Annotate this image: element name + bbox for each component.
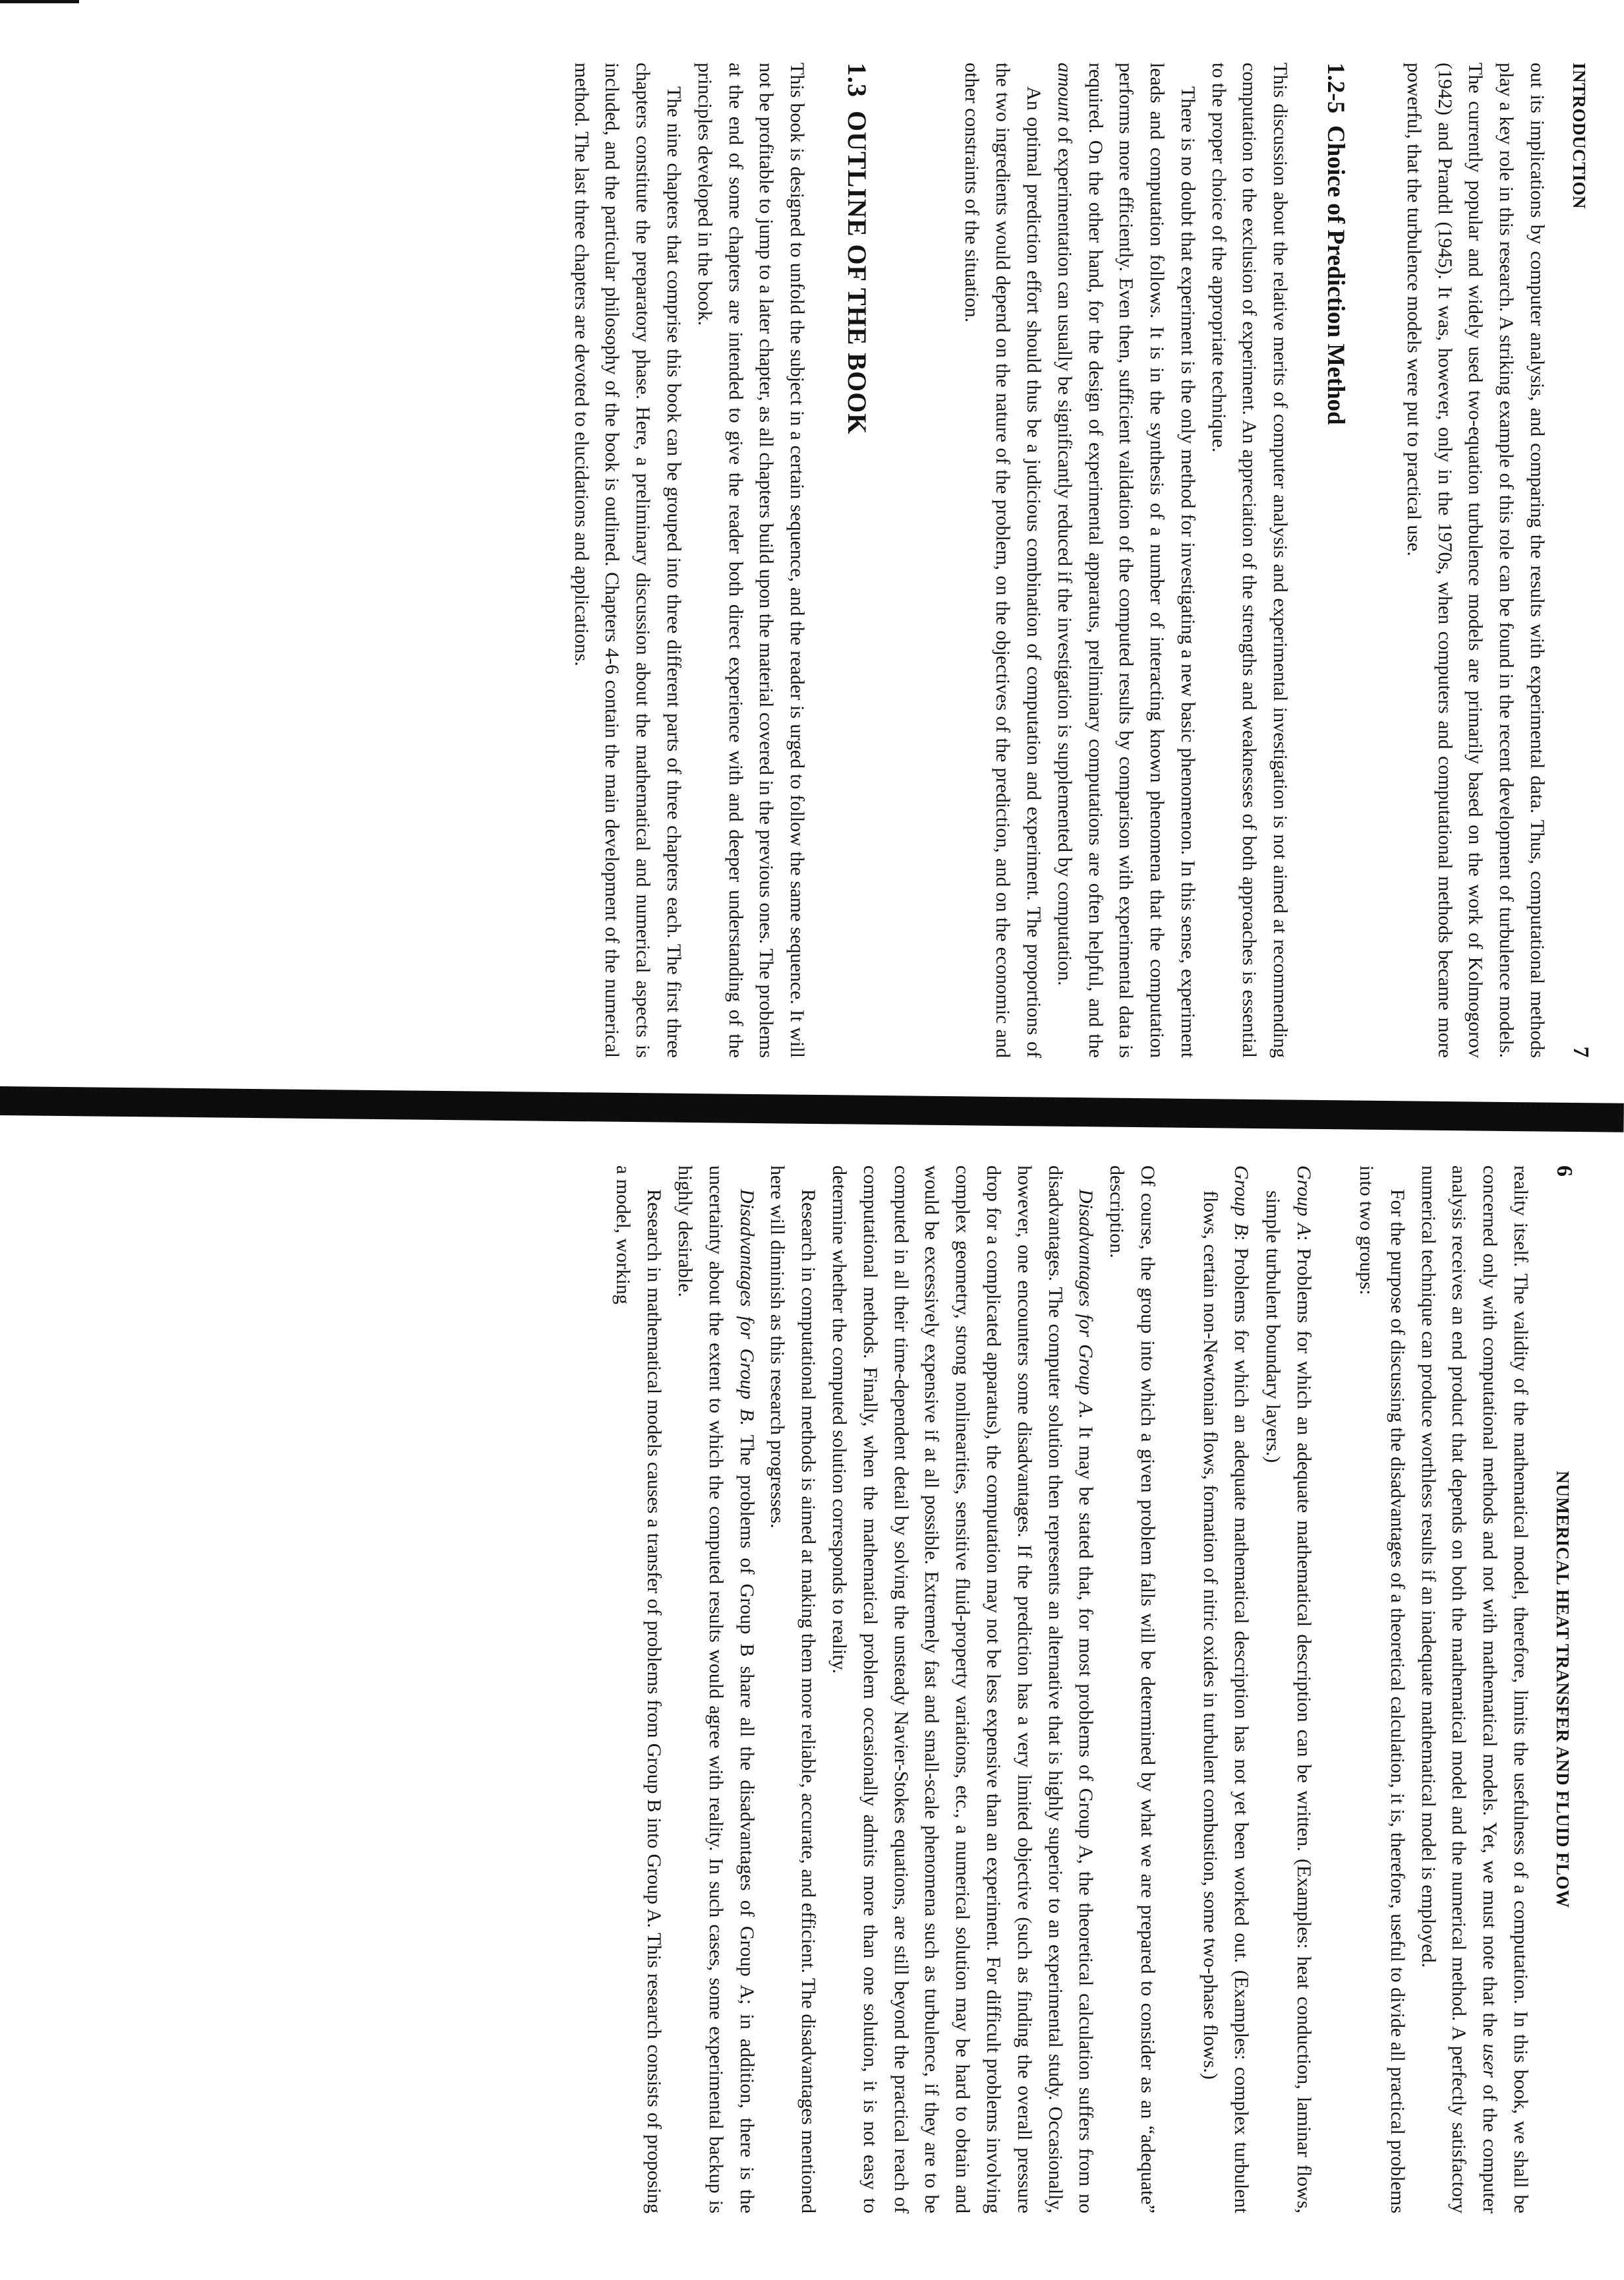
- group-a-definition: [1258, 1165, 1320, 2213]
- group-text: : Problems for which an adequate mathematical description has not yet been worked out. (Examples: complex turbulent flows, certain non-Newtonian flows, formation of nitric oxides in turbulent combustion, some two-phase flows.): [1199, 1190, 1252, 2213]
- scan-edge-mark: [0, 0, 79, 3]
- emphasis-text: user: [1479, 2043, 1501, 2078]
- page-number: 7: [1569, 1046, 1593, 1058]
- body-paragraph: This book is designed to unfold the subject in a certain sequence, and the reader is urged to follow the same sequence. It will not be profitable to jump to a later chapter, as all chapters build upon the material covered in the previous ones. The problems at the end of some chapters are intended to give the reader both direct experience with and deeper understanding of the principles developed in the book.: [693, 63, 809, 1058]
- section-heading: [1316, 63, 1354, 1058]
- text-run: The problems of Group B share all the disadvantages of Group A; in addition, there is the uncertainty about the extent to which the computed results would agree with reality. In such cases, some experimental backup is highly desirable.: [674, 1165, 758, 2213]
- running-head-title: INTRODUCTION: [1569, 63, 1589, 210]
- text-run: There is no doubt that experiment is the only method for investigating a new basic phenomenon. In this sense, experiment leads and computation follows. It is in the synthesis of a number of interacting known phenomena that the computation performs more efficiently. Even then, sufficient validation of the computed results by comparison with experimental data is required. On the other hand, for the design of experimental apparatus, preliminary computations are often helpful, and the: [1084, 63, 1199, 1058]
- spacer: [1319, 1165, 1350, 2213]
- body-paragraph: [1412, 1165, 1536, 2213]
- spacer: [1163, 1165, 1194, 2213]
- body-paragraph: [1049, 63, 1203, 1058]
- body-paragraph: Research in computational methods is aimed at making them more reliable, accurate, and efficient. The disadvantages mentioned here will diminish as this research progresses.: [767, 1165, 820, 2213]
- run-in-heading: Disadvantages for Group B.: [736, 1189, 758, 1426]
- group-label: Group A: [1293, 1165, 1316, 1236]
- body-paragraph: For the purpose of discussing the disadvantages of a theoretical calculation, it is, therefore, useful to divide all practical problems into two groups:: [1356, 1165, 1408, 2213]
- text-run: of the computer analysis receives an end product that depends on both the mathematical model and the numerical method. A perfectly satisfactory numerical technique can produce worthless results if an inadequate mathematical model is employed.: [1417, 1165, 1501, 2214]
- section-title: Choice of Prediction Method: [1322, 125, 1350, 425]
- body-paragraph: An optimal prediction effort should thus be a judicious combination of computation and experiment. The proportions of the two ingredients would depend on the nature of the problem, on the objectives of the prediction, and on the economic and other constraints of the situation.: [961, 63, 1045, 1058]
- text-run: It may be stated that, for most problems of Group A, the theoretical calculation suffers from no disadvantages. The computer solution then represents an alternative that is highly superior to an experimental study. Occasionally, however, one encounters some disadvantages. If the prediction has a very limited objective (such as finding the overall pressure drop for a complicated apparatus), the computation may not be less expensive than an experiment. For difficult problems involving complex geometry, strong nonlinearities, sensitive fluid-property variations, etc., a numerical solution may be hard to obtain and would be excessively expensive if at all possible. Extremely fast and small-scale phenomena such as turbulence, if they are to be computed in all their time-dependent detail by solving the unsteady Navier-Stokes equations, are still beyond the practical reach of computational methods. Finally, when the mathematical problem occasionally admits more than one solution, it is not easy to determine whether the computed solution corresponds to reality.: [828, 1165, 1097, 2213]
- body-paragraph: Of course, the group into which a given problem falls will be determined by what we are prepared to consider as an “adequate” description.: [1106, 1165, 1159, 2213]
- running-header: [1552, 63, 1598, 1058]
- book-spine-shadow: [0, 1086, 1624, 1132]
- running-head-title: NUMERICAL HEAT TRANSFER AND FLUID FLOW: [1553, 1471, 1573, 1908]
- page-number: 6: [1552, 1165, 1577, 1177]
- body-paragraph: Research in mathematical models causes a transfer of problems from Group B into Group A. This research consists of proposing a model, working: [612, 1165, 666, 2213]
- section-number: 1.2-5: [1322, 63, 1350, 114]
- page-7: [96, 63, 1598, 1058]
- text-run: of experimentation can usually be significantly reduced if the investigation is supplemented by computation.: [1053, 127, 1076, 986]
- page-6: [112, 1165, 1582, 2213]
- chapter-heading: [836, 63, 877, 1058]
- group-label: Group B: [1230, 1165, 1252, 1236]
- chapter-number: 1.3: [842, 63, 872, 98]
- body-paragraph: out its implications by computer analysis, and comparing the results with experimental data. Thus, computational methods play a key role in this research. A striking example of this role can be found in the recent development of turbulence models. The currently popular and widely used two-equation turbulence models are primarily based on the work of Kolmogorov (1942) and Prandtl (1945). It was, however, only in the 1970s, when computers and computational methods became more powerful, that the turbulence models were put to practical use.: [1403, 63, 1548, 1058]
- chapter-title: OUTLINE OF THE BOOK: [842, 111, 872, 435]
- group-b-definition: [1194, 1165, 1256, 2213]
- body-paragraph: The nine chapters that comprise this book can be grouped into three different parts of three chapters each. The first three chapters constitute the preparatory phase. Here, a preliminary discussion about the mathematical and numerical aspects is included, and the particular philosophy of the book is outlined. Chapters 4-6 contain the main development of the numerical method. The last three chapters are devoted to elucidations and applications.: [570, 63, 685, 1058]
- body-paragraph: This discussion about the relative merits of computer analysis and experimental investigation is not aimed at recommending computation to the exclusion of experiment. An appreciation of the strengths and weaknesses of both approaches is essential to the proper choice of the appropriate technique.: [1207, 63, 1292, 1058]
- text-run: reality itself. The validity of the mathematical model, therefore, limits the usefulness of a computation. In this book, we shall be concerned only with computational methods and not with mathematical models. Yet, we must note that the: [1479, 1165, 1532, 2213]
- group-text: : Problems for which an adequate mathematical description can be written. (Examples: heat conduction, laminar flows, simple turbulent boundary layers.): [1262, 1190, 1316, 2214]
- body-paragraph: [823, 1165, 1101, 2213]
- emphasis-text: amount: [1053, 63, 1076, 122]
- running-header: [1536, 1165, 1582, 2213]
- run-in-heading: Disadvantages for Group A.: [1075, 1189, 1097, 1419]
- body-paragraph: [669, 1165, 761, 2213]
